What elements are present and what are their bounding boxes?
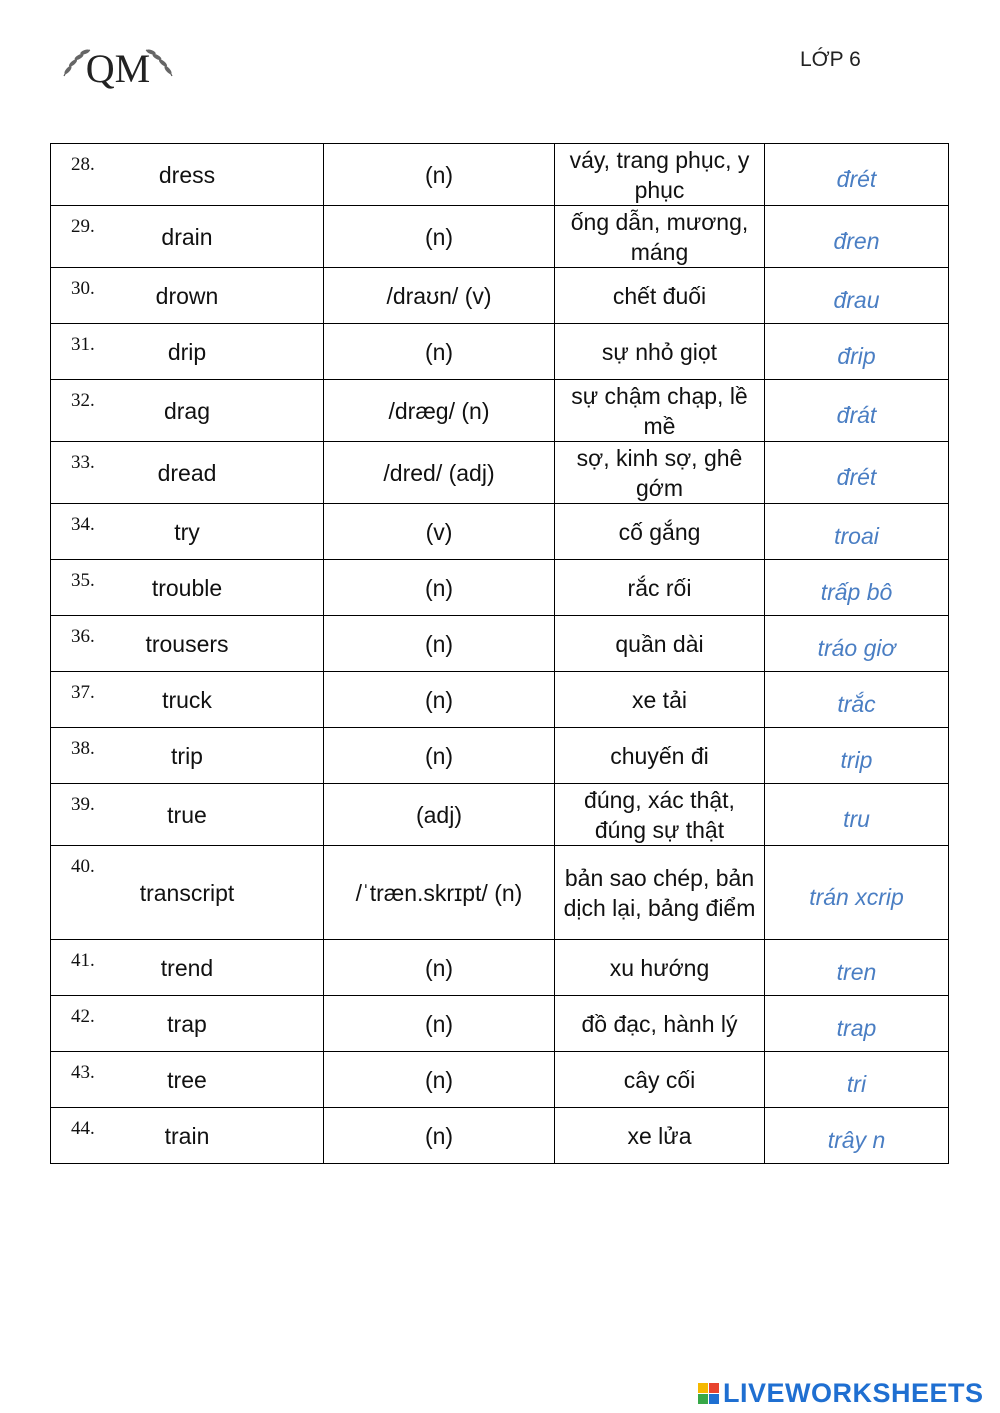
row-number: 43. <box>71 1062 95 1083</box>
vietnamese-meaning: ống dẫn, mương, máng <box>570 208 749 265</box>
pronunciation-reading: tráo giơ <box>817 634 896 661</box>
reading-cell <box>765 504 949 560</box>
pronunciation-reading: trip <box>840 746 873 773</box>
table-row <box>51 846 949 940</box>
row-number: 33. <box>71 452 95 473</box>
pronunciation-reading: đrip <box>837 342 876 369</box>
english-word: drown <box>155 282 219 309</box>
meaning-cell <box>555 728 765 784</box>
english-word: trend <box>160 954 214 981</box>
reading-cell <box>765 380 949 442</box>
meaning-cell <box>555 442 765 504</box>
vietnamese-meaning: bản sao chép, bản dịch lại, bảng điểm <box>563 864 756 921</box>
part-of-speech: (n) <box>424 954 454 981</box>
reading-cell <box>765 324 949 380</box>
pos-cell <box>324 268 555 324</box>
english-word: train <box>164 1122 210 1149</box>
pronunciation-reading: tri <box>846 1070 867 1097</box>
table-row <box>51 1108 949 1164</box>
pronunciation-reading: troai <box>834 522 879 549</box>
part-of-speech: (n) <box>424 630 454 657</box>
english-word: trouble <box>151 574 223 601</box>
table-row <box>51 560 949 616</box>
word-cell <box>51 1052 324 1108</box>
english-word: true <box>167 801 207 828</box>
meaning-cell <box>555 560 765 616</box>
table-row <box>51 728 949 784</box>
meaning-cell <box>555 616 765 672</box>
table-row <box>51 268 949 324</box>
word-cell <box>51 996 324 1052</box>
pronunciation-reading: trắc <box>837 690 876 717</box>
meaning-cell <box>555 206 765 268</box>
row-number: 30. <box>71 278 95 299</box>
meaning-cell <box>555 380 765 442</box>
word-cell <box>51 940 324 996</box>
part-of-speech: /dræg/ (n) <box>388 397 490 424</box>
pos-cell <box>324 728 555 784</box>
part-of-speech: (n) <box>424 223 454 250</box>
english-word: trap <box>167 1010 207 1037</box>
english-word: dread <box>157 459 217 486</box>
row-number: 35. <box>71 570 95 591</box>
table-row <box>51 504 949 560</box>
liveworksheets-logo <box>698 1378 984 1408</box>
meaning-cell <box>555 996 765 1052</box>
vocabulary-table-body <box>51 144 949 1164</box>
vietnamese-meaning: xe lửa <box>627 1122 692 1149</box>
part-of-speech: (n) <box>424 1122 454 1149</box>
word-cell <box>51 846 324 940</box>
pos-cell <box>324 996 555 1052</box>
meaning-cell <box>555 784 765 846</box>
part-of-speech: (adj) <box>415 801 462 828</box>
reading-cell <box>765 442 949 504</box>
reading-cell <box>765 846 949 940</box>
row-number: 37. <box>71 682 95 703</box>
vietnamese-meaning: sự nhỏ giọt <box>601 338 718 365</box>
word-cell <box>51 380 324 442</box>
pos-cell <box>324 560 555 616</box>
pos-cell <box>324 324 555 380</box>
row-number: 32. <box>71 390 95 411</box>
row-number: 42. <box>71 1006 95 1027</box>
brand-text: LIVEWORKSHEETS <box>723 1377 984 1408</box>
table-row <box>51 1052 949 1108</box>
reading-cell <box>765 784 949 846</box>
part-of-speech: /draʊn/ (v) <box>386 282 492 309</box>
word-cell <box>51 324 324 380</box>
meaning-cell <box>555 940 765 996</box>
reading-cell <box>765 672 949 728</box>
table-row <box>51 940 949 996</box>
word-cell <box>51 784 324 846</box>
vietnamese-meaning: quần dài <box>615 630 704 657</box>
word-cell <box>51 206 324 268</box>
row-number: 44. <box>71 1118 95 1139</box>
part-of-speech: (v) <box>425 518 453 545</box>
grade-label: LỚP 6 <box>800 48 861 71</box>
pos-cell <box>324 504 555 560</box>
word-cell <box>51 268 324 324</box>
row-number: 39. <box>71 794 95 815</box>
reading-cell <box>765 560 949 616</box>
vietnamese-meaning: rắc rối <box>627 574 692 601</box>
pos-cell <box>324 1052 555 1108</box>
english-word: drip <box>167 338 207 365</box>
table-row <box>51 784 949 846</box>
word-cell <box>51 560 324 616</box>
pos-cell <box>324 784 555 846</box>
vietnamese-meaning: cố gắng <box>618 518 701 545</box>
reading-cell <box>765 1108 949 1164</box>
meaning-cell <box>555 846 765 940</box>
reading-cell <box>765 206 949 268</box>
table-row <box>51 144 949 206</box>
vietnamese-meaning: chết đuối <box>612 282 707 309</box>
vietnamese-meaning: sự chậm chạp, lề mề <box>571 382 748 439</box>
reading-cell <box>765 144 949 206</box>
reading-cell <box>765 940 949 996</box>
row-number: 36. <box>71 626 95 647</box>
part-of-speech: (n) <box>424 1066 454 1093</box>
table-row <box>51 380 949 442</box>
logo-text: QM <box>85 46 151 91</box>
vietnamese-meaning: váy, trang phục, y phục <box>569 146 750 203</box>
part-of-speech: (n) <box>424 338 454 365</box>
english-word: truck <box>162 686 212 713</box>
pronunciation-reading: tru <box>843 805 870 832</box>
pos-cell <box>324 144 555 206</box>
row-number: 41. <box>71 950 95 971</box>
word-cell <box>51 1108 324 1164</box>
row-number: 40. <box>71 856 95 877</box>
pronunciation-reading: trán xcrip <box>809 883 904 910</box>
table-row <box>51 672 949 728</box>
word-cell <box>51 442 324 504</box>
pos-cell <box>324 940 555 996</box>
vietnamese-meaning: cây cối <box>623 1066 696 1093</box>
pronunciation-reading: trap <box>836 1014 877 1041</box>
table-row <box>51 996 949 1052</box>
table-row <box>51 442 949 504</box>
pos-cell <box>324 672 555 728</box>
meaning-cell <box>555 1108 765 1164</box>
meaning-cell <box>555 672 765 728</box>
meaning-cell <box>555 1052 765 1108</box>
meaning-cell <box>555 144 765 206</box>
english-word: trousers <box>145 630 229 657</box>
part-of-speech: (n) <box>424 574 454 601</box>
pronunciation-reading: đrau <box>833 286 880 313</box>
pos-cell <box>324 380 555 442</box>
vietnamese-meaning: xe tải <box>632 686 687 713</box>
vietnamese-meaning: chuyến đi <box>610 742 709 769</box>
english-word: tree <box>167 1066 207 1093</box>
laurel-icon <box>56 36 180 98</box>
pos-cell <box>324 442 555 504</box>
vietnamese-meaning: xu hướng <box>609 954 710 981</box>
pos-cell <box>324 616 555 672</box>
vietnamese-meaning: đúng, xác thật, đúng sự thật <box>584 786 735 843</box>
part-of-speech: (n) <box>424 686 454 713</box>
word-cell <box>51 616 324 672</box>
table-row <box>51 616 949 672</box>
vietnamese-meaning: đồ đạc, hành lý <box>581 1010 738 1037</box>
pos-cell <box>324 846 555 940</box>
pronunciation-reading: trây n <box>827 1126 886 1153</box>
pronunciation-reading: trấp bô <box>820 578 893 605</box>
qm-logo <box>56 36 180 98</box>
row-number: 28. <box>71 154 95 175</box>
word-cell <box>51 504 324 560</box>
meaning-cell <box>555 504 765 560</box>
meaning-cell <box>555 268 765 324</box>
meaning-cell <box>555 324 765 380</box>
table-row <box>51 206 949 268</box>
part-of-speech: (n) <box>424 742 454 769</box>
english-word: drain <box>161 223 213 250</box>
english-word: dress <box>158 161 216 188</box>
part-of-speech: (n) <box>424 161 454 188</box>
english-word: trip <box>171 742 203 769</box>
vietnamese-meaning: sợ, kinh sợ, ghê gớm <box>576 444 743 501</box>
reading-cell <box>765 616 949 672</box>
reading-cell <box>765 268 949 324</box>
word-cell <box>51 728 324 784</box>
english-word: try <box>174 518 200 545</box>
reading-cell <box>765 996 949 1052</box>
pronunciation-reading: đrét <box>836 463 877 490</box>
row-number: 31. <box>71 334 95 355</box>
table-row <box>51 324 949 380</box>
reading-cell <box>765 1052 949 1108</box>
english-word: drag <box>163 397 211 424</box>
word-cell <box>51 144 324 206</box>
reading-cell <box>765 728 949 784</box>
pronunciation-reading: đrát <box>836 401 877 428</box>
part-of-speech: (n) <box>424 1010 454 1037</box>
vocabulary-table <box>50 143 949 1164</box>
pronunciation-reading: đrét <box>836 165 877 192</box>
pos-cell <box>324 1108 555 1164</box>
english-word: transcript <box>139 879 235 906</box>
word-cell <box>51 672 324 728</box>
row-number: 34. <box>71 514 95 535</box>
pronunciation-reading: tren <box>836 958 877 985</box>
row-number: 29. <box>71 216 95 237</box>
row-number: 38. <box>71 738 95 759</box>
pos-cell <box>324 206 555 268</box>
part-of-speech: /dred/ (adj) <box>383 459 495 486</box>
cube-icon <box>698 1383 719 1404</box>
part-of-speech: /ˈtræn.skrɪpt/ (n) <box>355 879 523 906</box>
pronunciation-reading: đren <box>833 227 880 254</box>
